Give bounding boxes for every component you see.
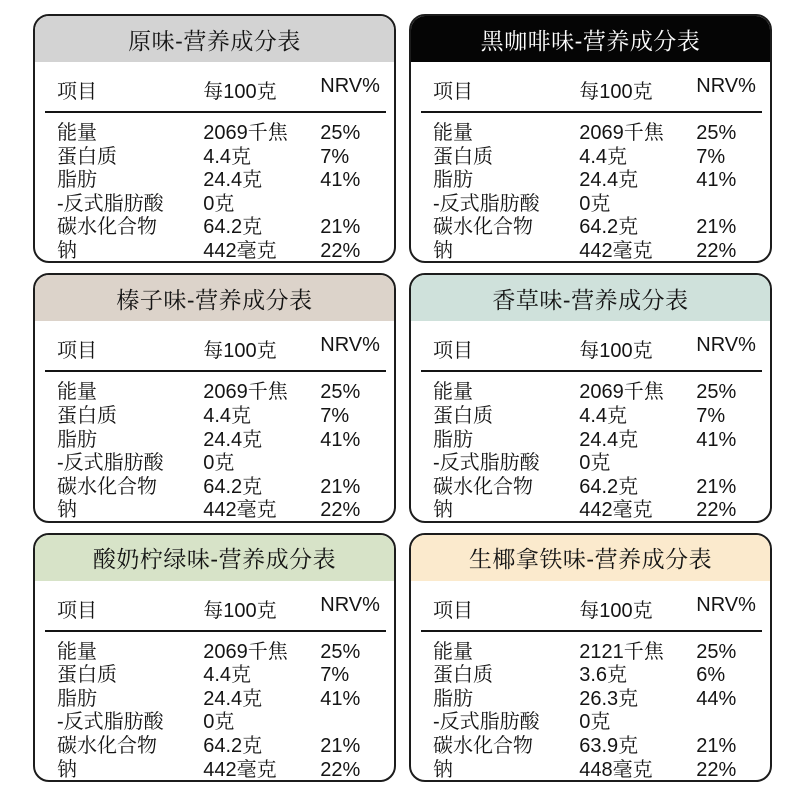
row-item-label: -反式脂肪酸 xyxy=(57,711,164,734)
rows-container xyxy=(57,381,382,522)
card-body xyxy=(35,62,394,261)
col-header-nrv: NRV% xyxy=(320,75,380,97)
rows-container xyxy=(433,122,758,263)
table-row xyxy=(433,146,758,170)
row-nrv: 21% xyxy=(696,475,737,498)
card-title: 黑咖啡味-营养成分表 xyxy=(480,27,701,54)
row-item-label: -反式脂肪酸 xyxy=(433,452,540,475)
col-header-item: 项目 xyxy=(433,81,473,103)
table-row xyxy=(57,735,382,759)
row-item-label: 钠 xyxy=(57,239,77,262)
col-header-item: 项目 xyxy=(57,340,97,363)
card-title: 酸奶柠绿味-营养成分表 xyxy=(92,546,337,573)
row-value: 2121千焦 xyxy=(579,640,664,663)
row-nrv: 25% xyxy=(320,640,361,663)
row-nrv: 25% xyxy=(320,122,361,144)
column-header-row xyxy=(433,326,758,367)
row-nrv: 21% xyxy=(320,475,361,498)
divider xyxy=(45,630,386,632)
rows-container xyxy=(57,641,382,782)
row-value: 24.4克 xyxy=(203,428,263,451)
row-item-label: 碳水化合物 xyxy=(433,475,533,498)
col-header-per100g: 每100克 xyxy=(579,599,653,622)
row-nrv: 25% xyxy=(696,122,737,144)
row-value: 0克 xyxy=(203,452,235,475)
row-nrv: 7% xyxy=(696,145,726,168)
table-row xyxy=(57,759,382,782)
col-header-item: 项目 xyxy=(433,599,473,622)
row-nrv: 41% xyxy=(320,687,361,710)
row-nrv: 6% xyxy=(696,664,726,687)
card-title-bar xyxy=(411,16,770,62)
card-title: 原味-营养成分表 xyxy=(128,27,301,54)
nutrition-card xyxy=(409,533,772,782)
table-row xyxy=(57,405,382,429)
row-nrv xyxy=(320,193,382,217)
row-item-label: 蛋白质 xyxy=(433,664,493,687)
row-nrv: 21% xyxy=(320,735,361,758)
row-item-label: 脂肪 xyxy=(57,687,97,710)
column-header-row xyxy=(433,67,758,108)
row-nrv: 21% xyxy=(320,216,361,239)
table-row xyxy=(433,240,758,263)
row-value: 4.4克 xyxy=(579,404,628,427)
row-item-label: 脂肪 xyxy=(57,428,97,451)
row-nrv: 22% xyxy=(696,758,737,781)
table-row xyxy=(57,240,382,263)
row-nrv: 25% xyxy=(320,381,361,404)
row-nrv: 41% xyxy=(320,169,361,192)
row-item-label: 蛋白质 xyxy=(433,404,493,427)
divider xyxy=(45,111,386,113)
card-title: 生椰拿铁味-营养成分表 xyxy=(468,546,713,573)
row-item-label: 脂肪 xyxy=(433,169,473,192)
row-value: 442毫克 xyxy=(579,499,653,522)
table-row xyxy=(433,711,758,735)
row-nrv: 21% xyxy=(696,735,737,758)
nutrition-card xyxy=(409,14,772,263)
col-header-nrv: NRV% xyxy=(320,334,380,357)
row-nrv: 25% xyxy=(696,640,737,663)
row-nrv xyxy=(696,193,758,217)
col-header-nrv: NRV% xyxy=(696,593,756,616)
card-body xyxy=(411,321,770,520)
card-body xyxy=(411,62,770,261)
row-value: 442毫克 xyxy=(579,239,653,262)
table-row xyxy=(57,169,382,193)
row-item-label: 脂肪 xyxy=(433,687,473,710)
table-row xyxy=(433,429,758,453)
row-value: 2069千焦 xyxy=(579,381,664,404)
row-item-label: 能量 xyxy=(433,122,473,144)
column-header-row xyxy=(57,326,382,367)
card-title-bar xyxy=(35,275,394,321)
row-item-label: 脂肪 xyxy=(57,169,97,192)
row-value: 4.4克 xyxy=(203,404,252,427)
row-item-label: 能量 xyxy=(433,640,473,663)
divider xyxy=(45,370,386,372)
row-item-label: 碳水化合物 xyxy=(433,216,533,239)
row-value: 0克 xyxy=(203,192,235,215)
card-title: 香草味-营养成分表 xyxy=(492,286,689,313)
row-value: 2069千焦 xyxy=(203,640,288,663)
table-row xyxy=(57,476,382,500)
table-row xyxy=(57,641,382,665)
row-value: 2069千焦 xyxy=(579,122,664,144)
row-nrv: 7% xyxy=(696,404,726,427)
row-item-label: 钠 xyxy=(433,239,453,262)
table-row xyxy=(57,193,382,217)
table-row xyxy=(57,688,382,712)
row-nrv: 7% xyxy=(320,145,350,168)
row-item-label: 碳水化合物 xyxy=(57,475,157,498)
col-header-per100g: 每100克 xyxy=(203,81,277,103)
row-nrv xyxy=(696,452,758,476)
table-row xyxy=(433,499,758,522)
row-nrv xyxy=(696,711,758,735)
row-nrv: 22% xyxy=(320,758,361,781)
row-item-label: 蛋白质 xyxy=(433,145,493,168)
table-row xyxy=(57,216,382,240)
row-item-label: 碳水化合物 xyxy=(433,735,533,758)
col-header-per100g: 每100克 xyxy=(203,599,277,622)
row-item-label: 脂肪 xyxy=(433,428,473,451)
row-value: 64.2克 xyxy=(203,735,263,758)
col-header-item: 项目 xyxy=(57,599,97,622)
divider xyxy=(421,111,762,113)
table-row xyxy=(433,735,758,759)
row-value: 24.4克 xyxy=(203,169,263,192)
row-value: 26.3克 xyxy=(579,687,639,710)
row-nrv: 22% xyxy=(320,239,361,262)
table-row xyxy=(57,499,382,522)
column-header-row xyxy=(57,586,382,627)
row-item-label: 碳水化合物 xyxy=(57,216,157,239)
row-value: 442毫克 xyxy=(203,758,277,781)
card-body xyxy=(411,581,770,780)
row-nrv xyxy=(320,711,382,735)
card-body xyxy=(35,581,394,780)
row-item-label: 钠 xyxy=(433,499,453,522)
table-row xyxy=(433,476,758,500)
col-header-item: 项目 xyxy=(433,340,473,363)
row-nrv: 41% xyxy=(696,428,737,451)
column-header-row xyxy=(433,586,758,627)
table-row xyxy=(433,452,758,476)
row-value: 2069千焦 xyxy=(203,122,288,144)
row-item-label: 能量 xyxy=(433,381,473,404)
row-value: 64.2克 xyxy=(579,475,639,498)
row-value: 0克 xyxy=(579,192,611,215)
row-nrv: 7% xyxy=(320,404,350,427)
card-title: 榛子味-营养成分表 xyxy=(116,286,313,313)
row-value: 4.4克 xyxy=(203,664,252,687)
row-value: 24.4克 xyxy=(203,687,263,710)
row-item-label: -反式脂肪酸 xyxy=(433,711,540,734)
row-item-label: 蛋白质 xyxy=(57,404,117,427)
table-row xyxy=(433,664,758,688)
row-item-label: -反式脂肪酸 xyxy=(57,452,164,475)
card-title-bar xyxy=(35,16,394,62)
row-item-label: 能量 xyxy=(57,381,97,404)
row-item-label: 钠 xyxy=(57,758,77,781)
row-value: 0克 xyxy=(579,452,611,475)
table-row xyxy=(433,193,758,217)
table-row xyxy=(57,146,382,170)
row-item-label: -反式脂肪酸 xyxy=(433,192,540,215)
row-value: 442毫克 xyxy=(203,499,277,522)
row-value: 24.4克 xyxy=(579,169,639,192)
nutrition-card xyxy=(409,273,772,522)
row-value: 4.4克 xyxy=(579,145,628,168)
table-row xyxy=(433,641,758,665)
table-row xyxy=(433,759,758,782)
card-title-bar xyxy=(35,535,394,581)
col-header-nrv: NRV% xyxy=(696,334,756,357)
row-item-label: 钠 xyxy=(57,499,77,522)
rows-container xyxy=(57,122,382,263)
row-item-label: 钠 xyxy=(433,758,453,781)
row-nrv: 41% xyxy=(696,169,737,192)
table-row xyxy=(433,169,758,193)
table-row xyxy=(433,216,758,240)
column-header-row xyxy=(57,67,382,108)
row-value: 0克 xyxy=(579,711,611,734)
table-row xyxy=(433,405,758,429)
rows-container xyxy=(433,641,758,782)
table-row xyxy=(57,664,382,688)
divider xyxy=(421,630,762,632)
col-header-per100g: 每100克 xyxy=(203,340,277,363)
row-value: 64.2克 xyxy=(579,216,639,239)
row-item-label: 能量 xyxy=(57,122,97,144)
row-value: 63.9克 xyxy=(579,735,639,758)
table-row xyxy=(57,429,382,453)
row-value: 24.4克 xyxy=(579,428,639,451)
row-nrv: 25% xyxy=(696,381,737,404)
row-item-label: 能量 xyxy=(57,640,97,663)
col-header-nrv: NRV% xyxy=(696,75,756,97)
col-header-per100g: 每100克 xyxy=(579,81,653,103)
row-nrv: 22% xyxy=(696,499,737,522)
row-value: 64.2克 xyxy=(203,475,263,498)
table-row xyxy=(57,711,382,735)
card-body xyxy=(35,321,394,520)
row-value: 0克 xyxy=(203,711,235,734)
table-row xyxy=(57,381,382,405)
row-nrv: 7% xyxy=(320,664,350,687)
row-value: 442毫克 xyxy=(203,239,277,262)
row-value: 64.2克 xyxy=(203,216,263,239)
row-item-label: 碳水化合物 xyxy=(57,735,157,758)
card-title-bar xyxy=(411,535,770,581)
table-row xyxy=(433,381,758,405)
col-header-item: 项目 xyxy=(57,81,97,103)
row-nrv: 22% xyxy=(696,239,737,262)
row-nrv: 21% xyxy=(696,216,737,239)
row-nrv: 22% xyxy=(320,499,361,522)
col-header-nrv: NRV% xyxy=(320,593,380,616)
table-row xyxy=(57,122,382,146)
nutrition-card xyxy=(33,14,396,263)
row-nrv: 44% xyxy=(696,687,737,710)
table-row xyxy=(433,122,758,146)
row-value: 4.4克 xyxy=(203,145,252,168)
card-title-bar xyxy=(411,275,770,321)
nutrition-card xyxy=(33,273,396,522)
col-header-per100g: 每100克 xyxy=(579,340,653,363)
row-nrv xyxy=(320,452,382,476)
row-nrv: 41% xyxy=(320,428,361,451)
rows-container xyxy=(433,381,758,522)
row-value: 3.6克 xyxy=(579,664,628,687)
row-item-label: 蛋白质 xyxy=(57,145,117,168)
table-row xyxy=(57,452,382,476)
row-item-label: -反式脂肪酸 xyxy=(57,192,164,215)
table-row xyxy=(433,688,758,712)
nutrition-card xyxy=(33,533,396,782)
row-value: 448毫克 xyxy=(579,758,653,781)
divider xyxy=(421,370,762,372)
row-item-label: 蛋白质 xyxy=(57,664,117,687)
row-value: 2069千焦 xyxy=(203,381,288,404)
